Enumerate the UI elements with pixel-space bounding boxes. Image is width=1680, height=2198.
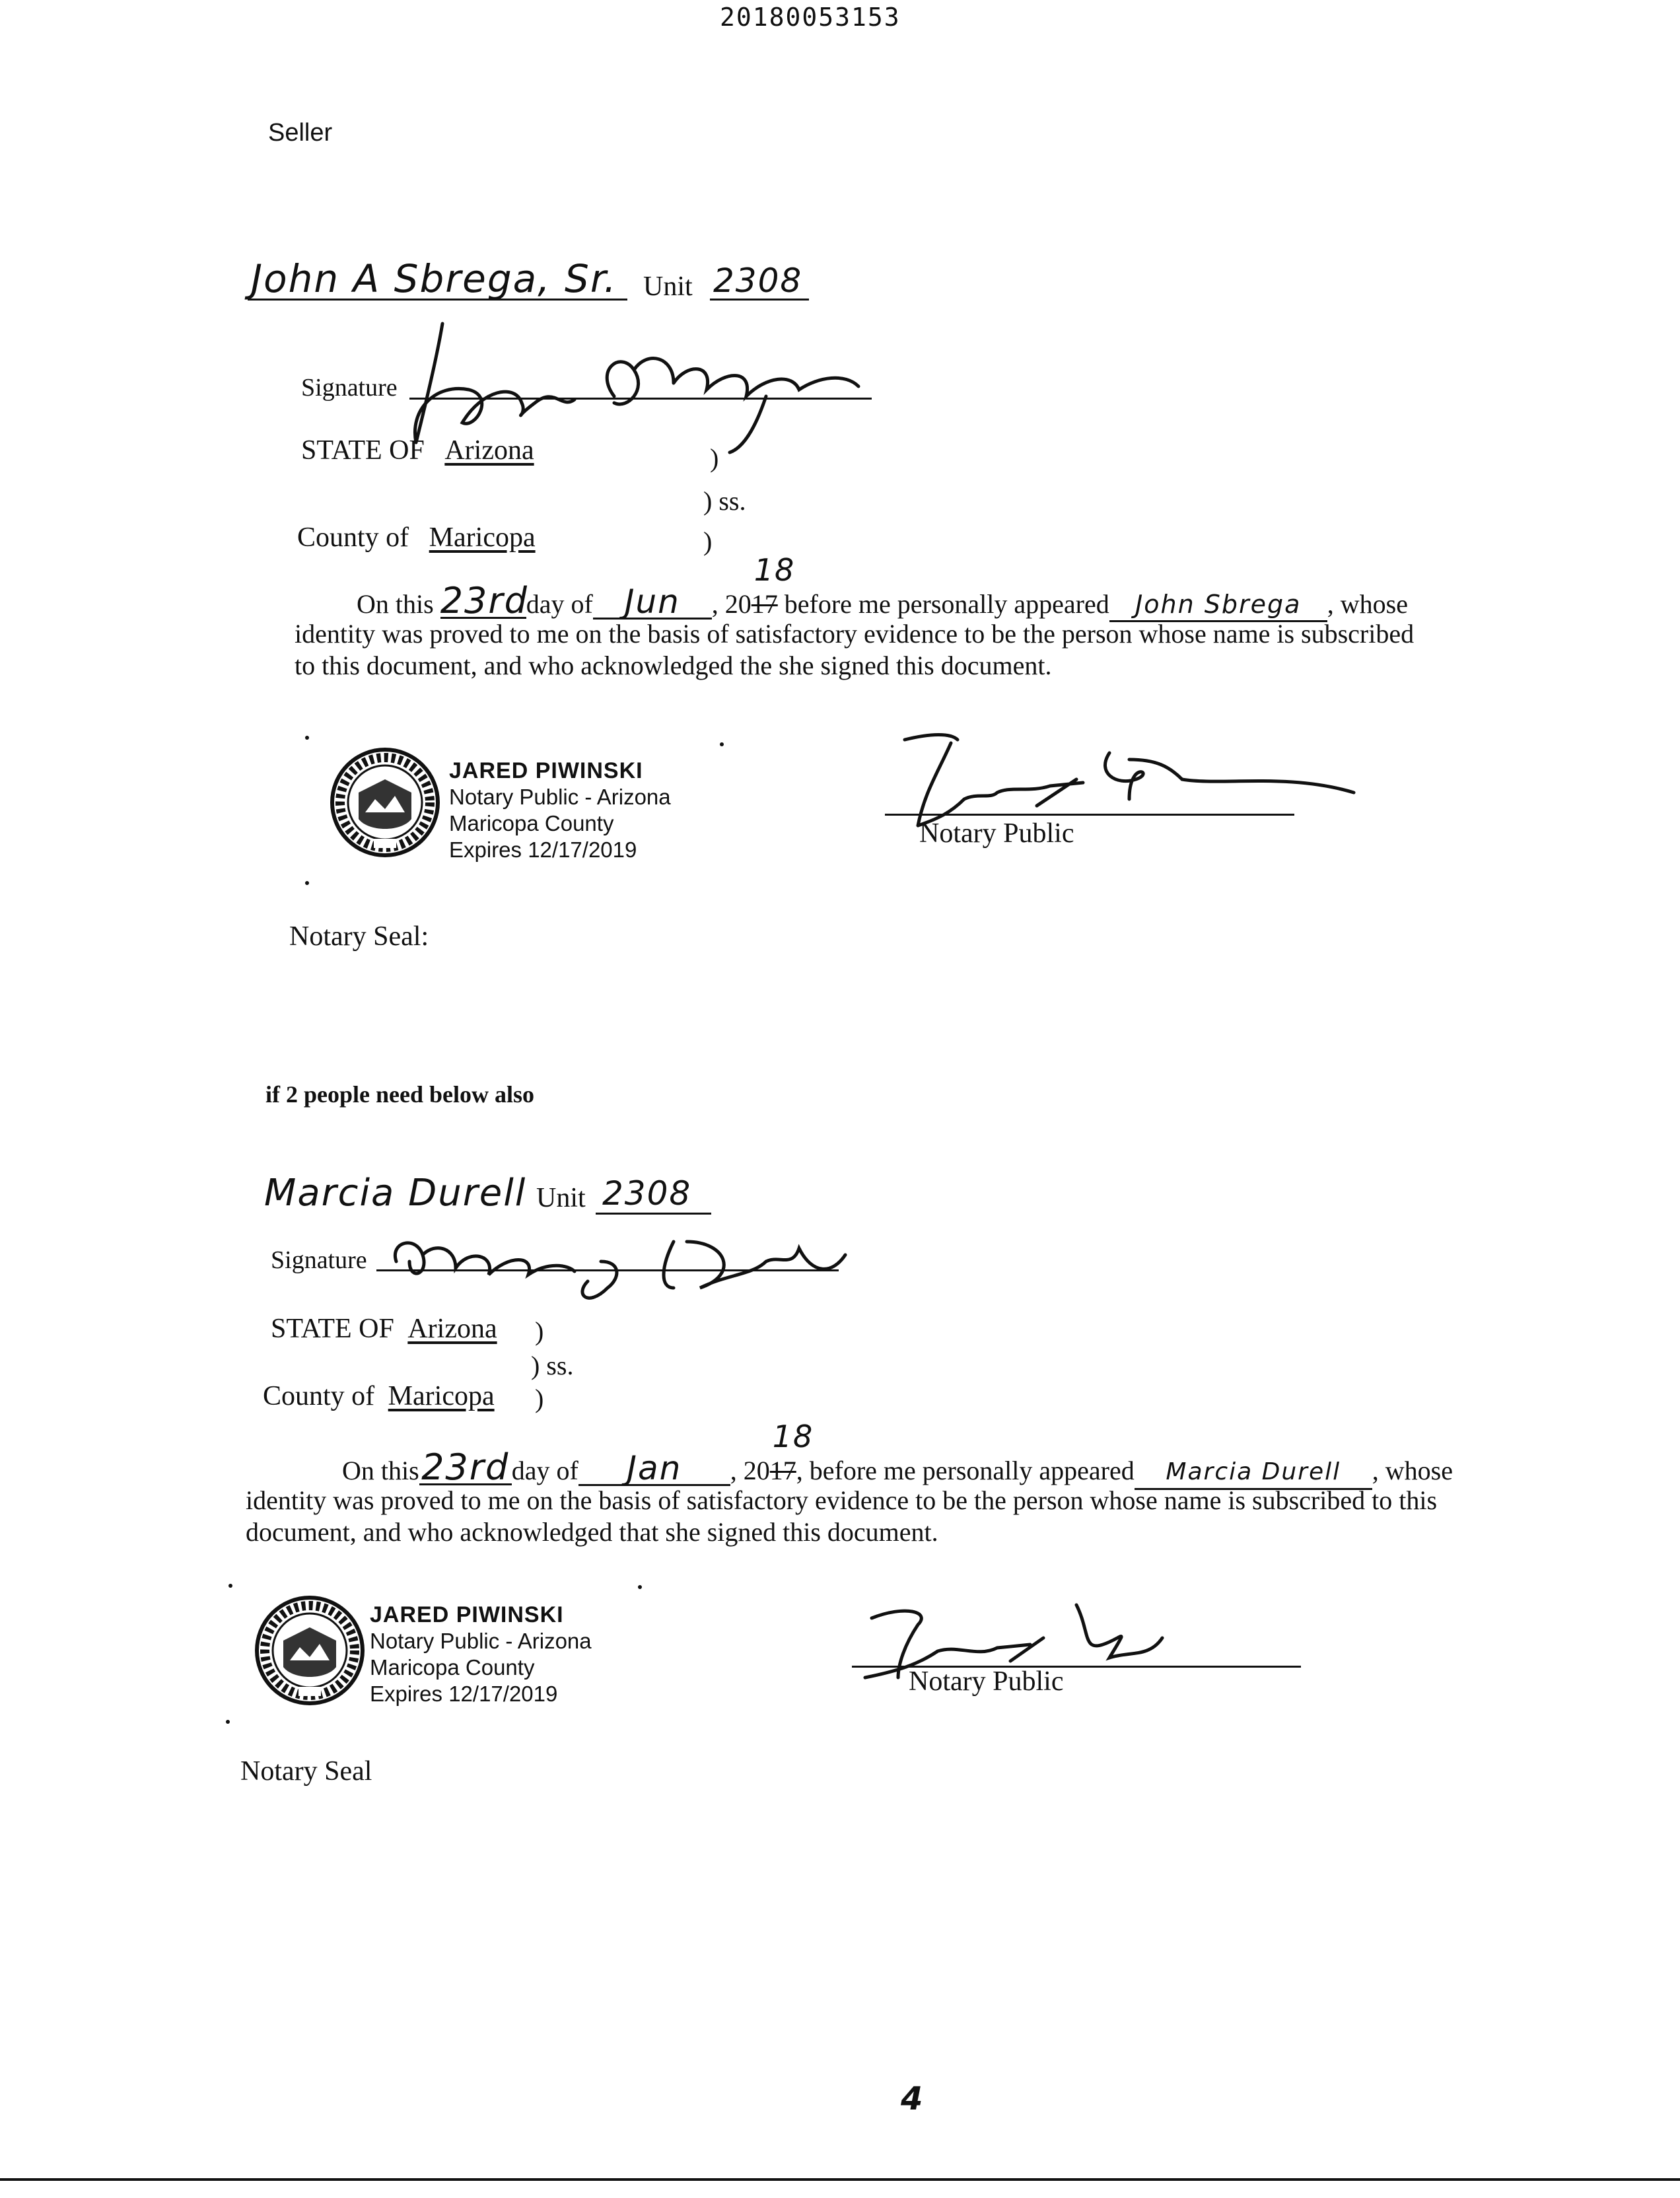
second-notary-seal-icon [254,1594,366,1707]
seller-unit-line [710,299,809,301]
bottom-rule [0,2178,1680,2181]
seller-ack-month: Jun [593,586,712,620]
stamp-notary-name: JARED PIWINSKI [370,1602,564,1627]
stamp-notary-title: Notary Public - Arizona [449,785,671,809]
seller-state-label: STATE OF [301,435,425,466]
second-intro: if 2 people need below also [265,1081,535,1108]
seller-signature-image [396,310,911,456]
second-signature-image [383,1215,858,1314]
second-ack-day: 23rd [419,1452,512,1485]
scan-speck [228,1584,232,1588]
seller-ack-line2: identity was proved to me on the basis of satisfactory evidence to be the person whose name is subscribed [295,619,1415,649]
scan-speck [226,1720,230,1724]
seller-notary-seal-icon [329,746,441,859]
second-unit-line [596,1213,711,1215]
second-ack-line2: identity was proved to me on the basis of satisfactory evidence to be the person whose name is subscribed to this [246,1485,1438,1515]
scan-speck [720,742,724,746]
second-ack-year-correction: 18 [772,1419,814,1454]
stamp-notary-title: Notary Public - Arizona [370,1629,592,1653]
seller-unit-value: 2308 [713,262,803,300]
stamp-notary-expiry: Expires 12/17/2019 [449,837,637,862]
second-county-label: County of [263,1381,375,1411]
second-ack-line3: document, and who acknowledged that she signed this document. [246,1517,938,1547]
second-notary-public-label: Notary Public [909,1666,1064,1697]
second-state-value: Arizona [407,1314,497,1344]
second-notary-stamp [370,1602,592,1707]
second-state-label: STATE OF [271,1314,394,1344]
seller-county-value: Maricopa [429,522,536,553]
seller-county-label: County of [297,522,409,553]
seller-ss: ) ss. [703,486,746,516]
second-notary-seal-label: Notary Seal [240,1756,372,1787]
stamp-notary-county: Maricopa County [370,1655,535,1680]
document-number: 20180053153 [720,3,901,32]
second-ack-person: Marcia Durell [1135,1456,1372,1490]
seller-signature-label: Signature [301,374,398,402]
stamp-notary-county: Maricopa County [449,811,614,835]
seller-ack-year-correction: 18 [753,552,796,588]
second-paren-top: ) [535,1316,544,1346]
second-ack-month: Jan [578,1452,730,1486]
second-ack-year-struck: 17 [769,1456,796,1485]
seller-name-line [248,299,627,301]
second-paren-bottom: ) [535,1384,544,1413]
seller-heading: Seller [268,119,333,147]
second-county-value: Maricopa [388,1381,495,1411]
second-unit-value: 2308 [602,1174,692,1213]
seller-notary-stamp [449,758,671,863]
seller-ack-line3: to this document, and who acknowledged the she signed this document. [295,651,1052,680]
seller-unit-label: Unit [643,271,693,302]
seller-ack-line1: On this 23rdday of Jun , 2017 18 before me personally appeared John Sbrega , whose [357,552,1408,621]
stamp-notary-name: JARED PIWINSKI [449,758,643,783]
seller-name-handwritten: John A Sbrega, Sr. [251,256,617,301]
second-ack-line1: On this23rdday of Jan , 2017 18 , before me personally appeared Marcia Durell , whose [342,1452,1453,1490]
seller-notary-seal-label: Notary Seal: [289,921,429,952]
stamp-notary-expiry: Expires 12/17/2019 [370,1682,558,1706]
second-signature-label: Signature [271,1246,367,1274]
seller-ack-person: John Sbrega [1109,588,1327,622]
second-ss: ) ss. [531,1351,574,1380]
second-name-handwritten: Marcia Durell [264,1172,527,1215]
seller-state-value: Arizona [444,435,534,466]
seller-paren-bottom: ) [703,526,713,556]
scan-speck [638,1585,642,1589]
seller-ack-day: 23rd [440,580,528,621]
seller-notary-public-label: Notary Public [919,818,1074,849]
seller-paren-top: ) [710,443,719,473]
seller-notary-signature-line [885,814,1294,816]
scan-speck [305,736,309,740]
second-unit-label: Unit [536,1183,586,1213]
page-number: 4 [901,2080,925,2117]
scan-speck [305,881,309,885]
seller-ack-year-struck: 17 [751,589,778,619]
